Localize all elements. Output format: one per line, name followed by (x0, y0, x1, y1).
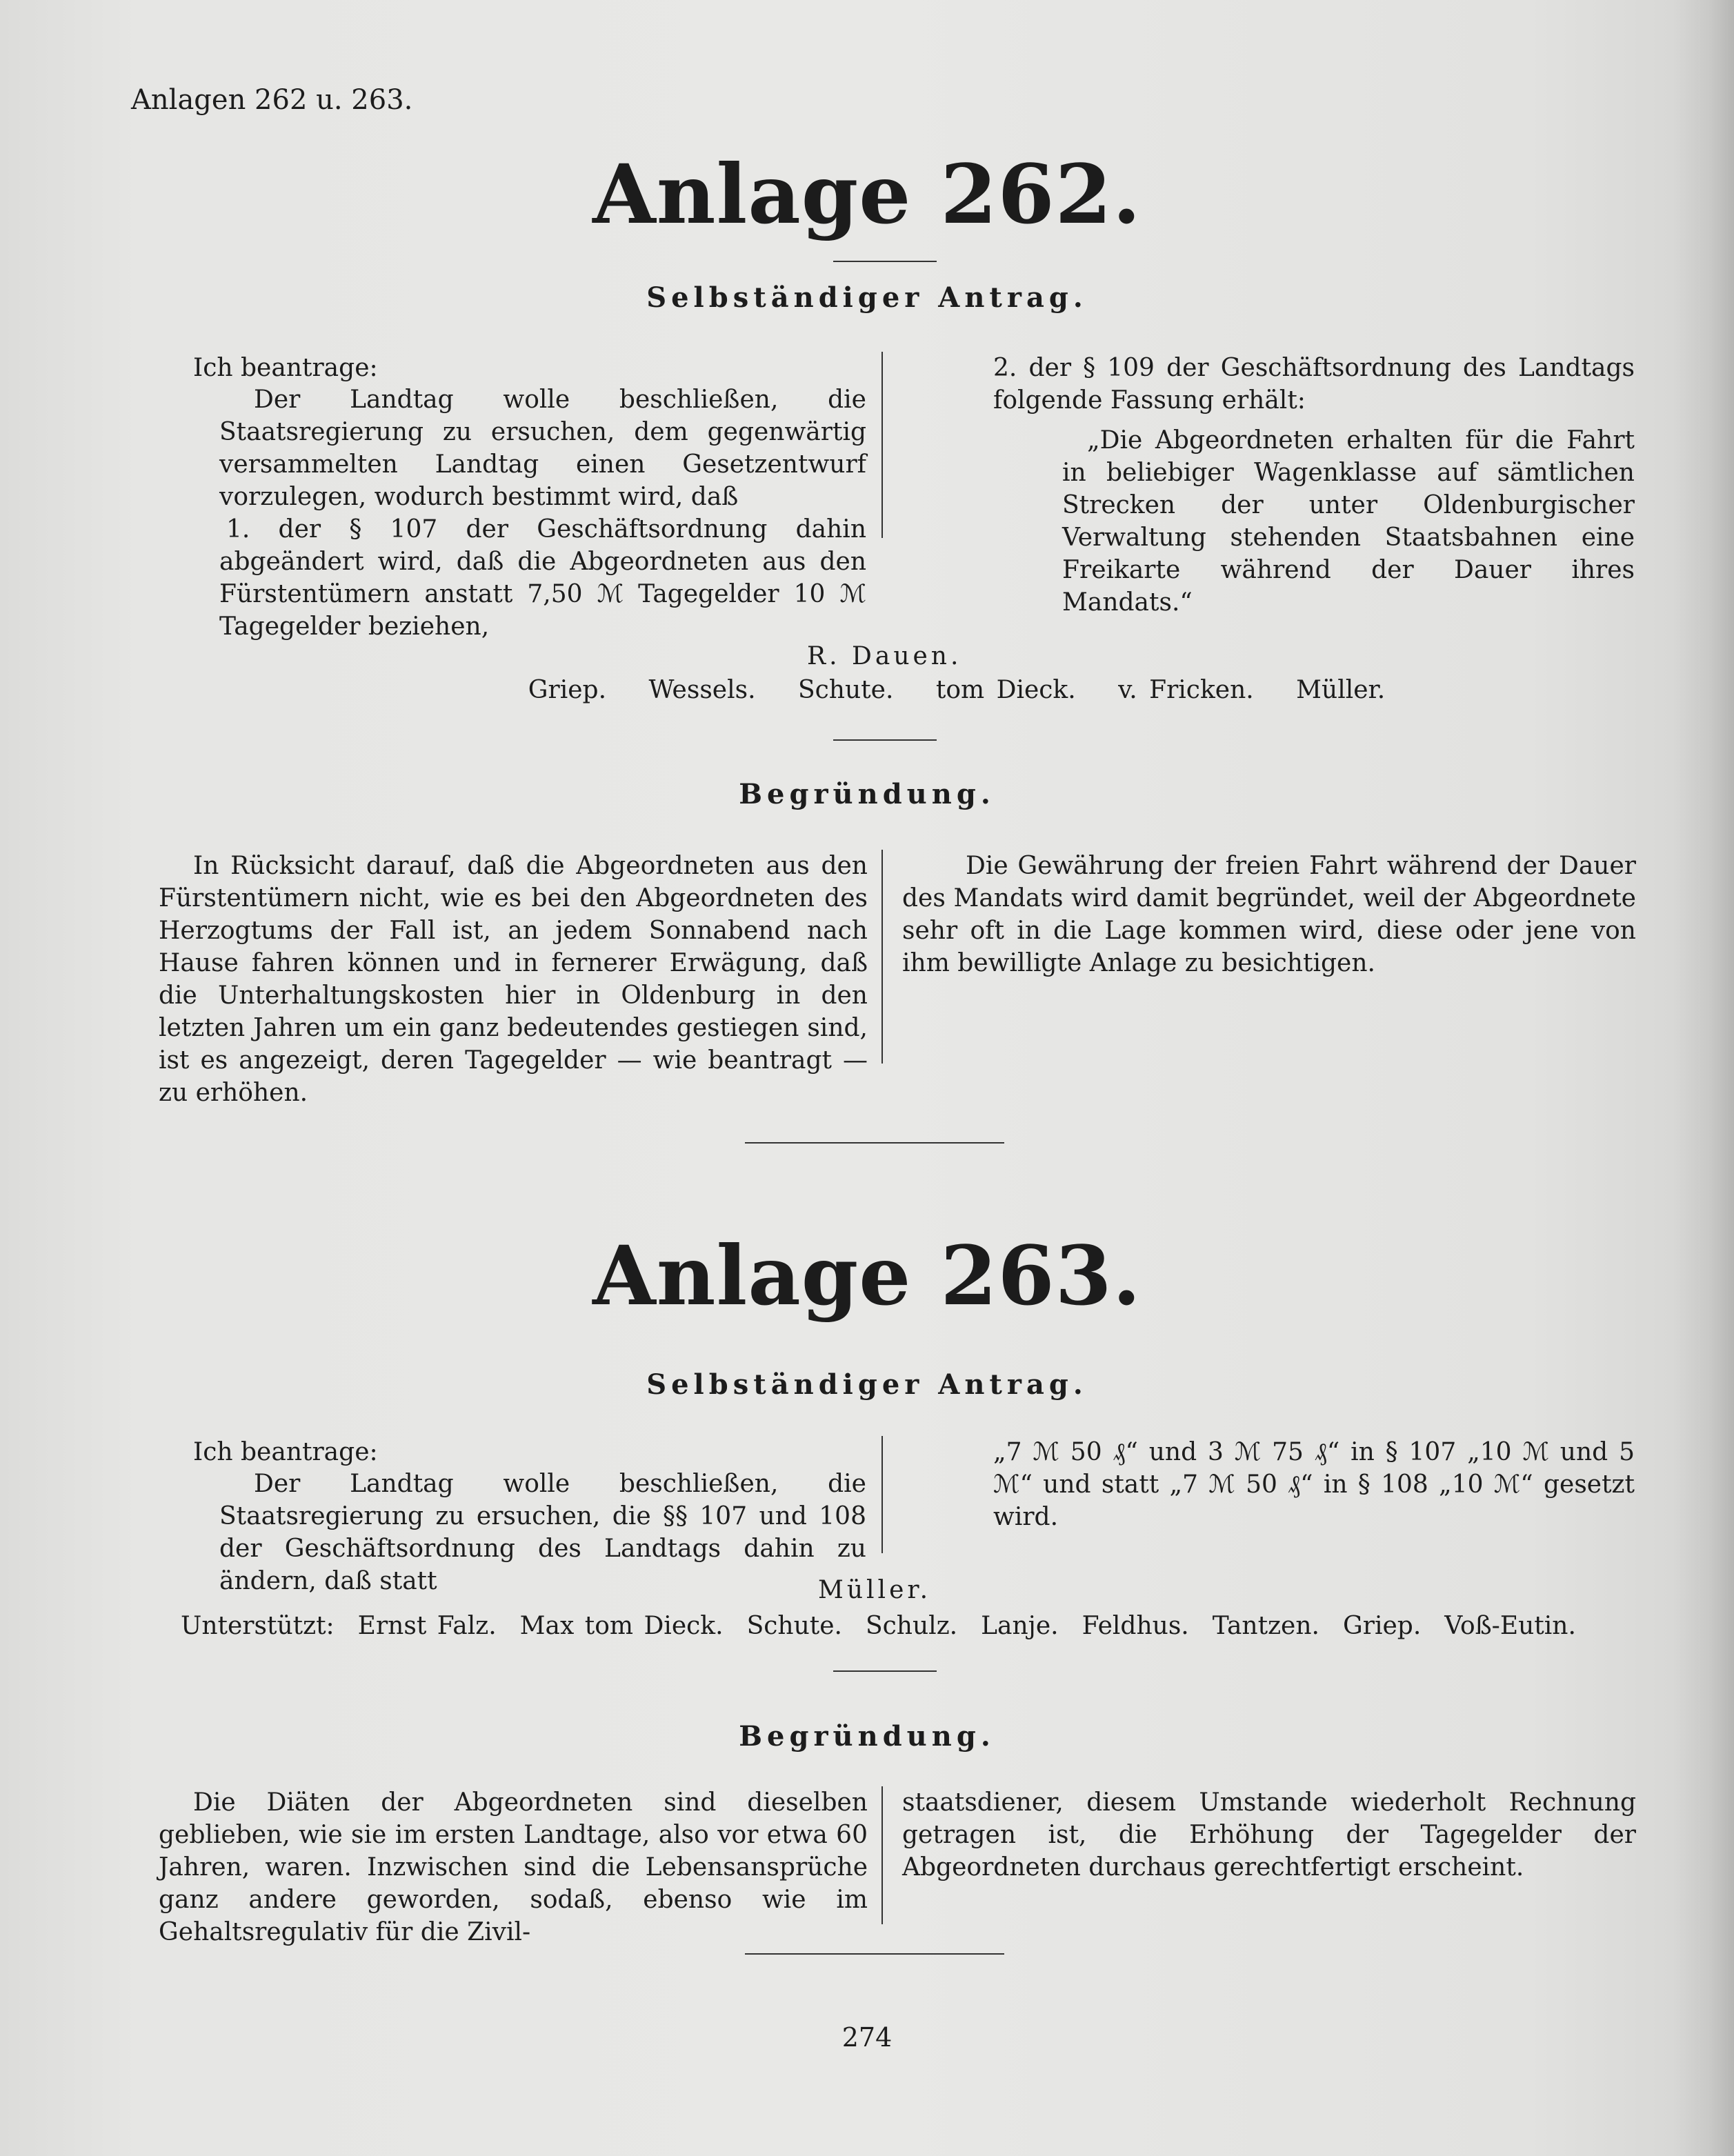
anlage-262-intro: Ich beantrage: (193, 354, 378, 382)
anlage-262-point-2: 2. der § 109 der Geschäftsordnung des Landtags folgende Fassung erhält: (993, 354, 1635, 415)
anlage-262-subtitle: Selbständiger Antrag. (646, 281, 1088, 314)
page-edge-shadow (1672, 0, 1734, 2156)
supporter: Schute. (746, 1612, 842, 1640)
supporter: Feldhus. (1082, 1612, 1189, 1640)
supporter: Voß-Eutin. (1444, 1612, 1576, 1640)
separator-rule (745, 1953, 1004, 1955)
anlage-262-signer: R. Dauen. (807, 642, 962, 670)
anlage-263-reason-right: staatsdiener, diesem Umstande wiederholt Rechnung getragen ist, die Erhöhung der Tagegelder der Abgeordneten durchaus gerechtfertigt erscheint. (902, 1788, 1636, 1881)
supporter: Lanje. (981, 1612, 1059, 1640)
supporter: Tantzen. (1212, 1612, 1319, 1640)
anlage-263-intro: Ich beantrage: (193, 1438, 378, 1466)
anlage-262-reason-left: In Rücksicht darauf, daß die Abgeordneten aus den Fürstentümern nicht, wie es bei den Abgeordneten des Herzogtums der Fall ist, an jedem Sonnabend nach Hause fahren können und in fernerer Erwägung, daß die Unterhaltungskosten hier in Oldenburg in den letzten Jahren um ein ganz bedeutendes gestiegen sind, ist es angezeigt, deren Tagegelder — wie beantragt — zu erhöhen. (159, 852, 868, 1107)
supporter: Ernst Falz. (357, 1612, 497, 1640)
anlage-263-title: Anlage 263. (592, 1228, 1142, 1324)
separator-rule (745, 1142, 1004, 1144)
cosigner: Wessels. (648, 676, 756, 704)
anlage-263-reason-title: Begründung. (739, 1720, 995, 1753)
page-number: 274 (841, 2022, 893, 2053)
column-divider (881, 1786, 883, 1924)
running-head: Anlagen 262 u. 263. (131, 84, 413, 116)
column-divider (881, 850, 883, 1064)
anlage-262-cosigners (0, 676, 1734, 704)
cosigner: Müller. (1296, 676, 1386, 704)
section-rule-262 (833, 739, 937, 741)
anlage-262-request: Der Landtag wolle beschließen, die Staatsregierung zu ersuchen, dem gegenwärtig versammelten Landtag einen Gesetzentwurf vorzulegen, wodurch bestimmt wird, daß (219, 386, 866, 511)
anlage-262-quote: „Die Abgeordneten erhalten für die Fahrt in beliebiger Wagenklasse auf sämtlichen Strecken der unter Oldenburgischer Verwaltung stehenden Staatsbahnen eine Freikarte während der Dauer ihres Mandats.“ (1062, 426, 1635, 617)
column-divider (881, 352, 883, 538)
anlage-262-reason-right: Die Gewährung der freien Fahrt während der Dauer des Mandats wird damit begründet, weil der Abgeordnete sehr oft in die Lage kommen wird, diese oder jene von ihm bewilligte Anlage zu besichtigen. (902, 852, 1636, 977)
cosigner: Griep. (528, 676, 607, 704)
anlage-263-signer: Müller. (818, 1576, 932, 1604)
section-rule-263 (833, 1670, 937, 1672)
anlage-263-subtitle: Selbständiger Antrag. (646, 1368, 1088, 1401)
anlage-262-title: Anlage 262. (592, 146, 1142, 242)
supported-label: Unterstützt: (181, 1612, 335, 1640)
anlage-262-point-1: 1. der § 107 der Geschäftsordnung dahin abgeändert wird, daß die Abgeordneten aus den Fürstentümern anstatt 7,50 ℳ Tagegelder 10 ℳ Tagegelder beziehen, (219, 515, 866, 641)
cosigner: tom Dieck. (935, 676, 1076, 704)
anlage-263-request: Der Landtag wolle beschließen, die Staatsregierung zu ersuchen, die §§ 107 und 108 der Geschäftsordnung des Landtags dahin zu ändern, daß statt (219, 1470, 866, 1595)
column-divider (881, 1436, 883, 1553)
anlage-263-supporters (181, 1610, 1576, 1642)
supporter: Schulz. (865, 1612, 958, 1640)
cosigner: v. Fricken. (1118, 676, 1254, 704)
anlage-262-reason-title: Begründung. (739, 778, 995, 810)
supporter: Max tom Dieck. (519, 1612, 724, 1640)
supporter: Griep. (1342, 1612, 1422, 1640)
cosigner: Schute. (797, 676, 894, 704)
anlage-263-reason-left: Die Diäten der Abgeordneten sind dieselben geblieben, wie sie im ersten Landtage, also vor etwa 60 Jahren, waren. Inzwischen sind die Lebensansprüche ganz andere geworden, sodaß, ebenso wie im Gehaltsregulativ für die Zivil- (159, 1788, 868, 1946)
title-rule-262 (833, 261, 937, 262)
anlage-263-change: „7 ℳ 50 ₰“ und 3 ℳ 75 ₰“ in § 107 „10 ℳ und 5 ℳ“ und statt „7 ℳ 50 ₰“ in § 108 „10 ℳ“ gesetzt wird. (993, 1438, 1635, 1531)
